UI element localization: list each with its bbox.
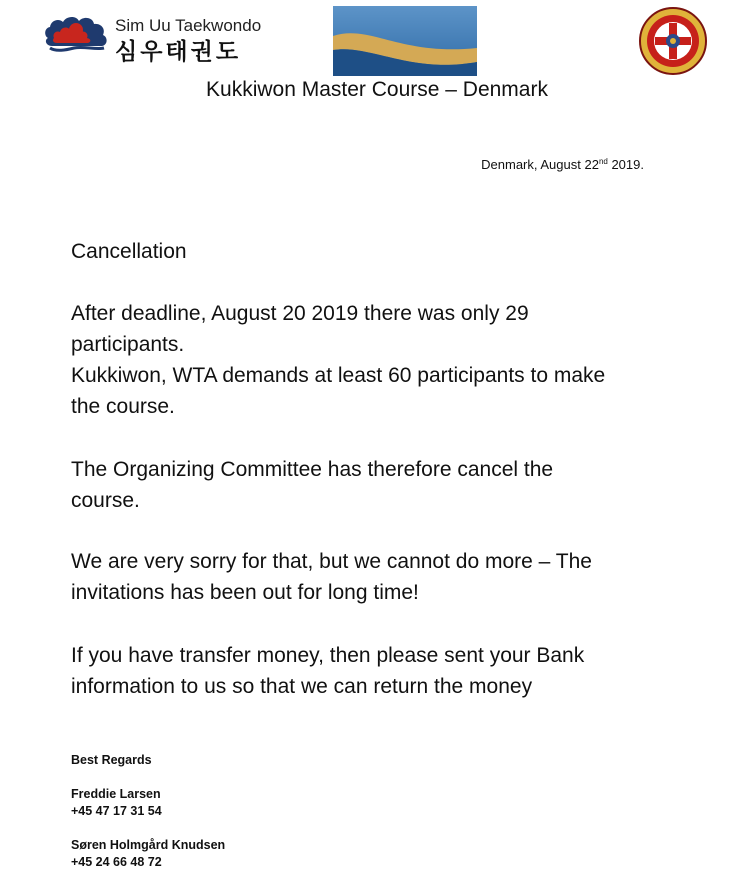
deadline-line-1: After deadline, August 20 2019 there was only 29 — [71, 302, 529, 325]
date-suffix: 2019. — [607, 157, 644, 172]
refund-line-2: information to us so that we can return the money — [71, 675, 533, 698]
cancellation-heading — [71, 236, 691, 267]
seal-icon — [638, 6, 708, 76]
signatory-1-name: Freddie Larsen — [71, 787, 161, 801]
logo-korean-text: 심우태권도 — [115, 38, 242, 64]
deadline-line-2: participants. — [71, 333, 185, 356]
date-prefix: Denmark, August 22 — [481, 157, 599, 172]
signatory-1-phone: +45 47 17 31 54 — [71, 804, 162, 818]
date-ordinal: nd — [598, 157, 608, 166]
signatory-2-phone: +45 24 66 48 72 — [71, 855, 162, 869]
signatory-1 — [71, 786, 162, 820]
wave-icon — [330, 4, 480, 78]
refund-line-1: If you have transfer money, then please sent your Bank — [71, 644, 585, 667]
deadline-paragraph — [71, 298, 691, 422]
cloud-emblem-icon — [42, 14, 112, 56]
refund-paragraph — [71, 640, 691, 702]
wave-emblem-logo — [330, 4, 480, 78]
signatory-2-name: Søren Holmgård Knudsen — [71, 838, 226, 852]
cancellation-heading-text: Cancellation — [71, 240, 187, 263]
letter-date — [481, 157, 644, 172]
apology-line-1: We are very sorry for that, but we cannot do more – The — [71, 550, 592, 573]
closing-regards: Best Regards — [71, 753, 152, 767]
signatory-2 — [71, 837, 225, 871]
committee-paragraph — [71, 454, 691, 516]
committee-line-2: course. — [71, 489, 140, 512]
apology-line-2: invitations has been out for long time! — [71, 581, 419, 604]
sim-uu-taekwondo-logo — [42, 12, 264, 64]
document-title: Kukkiwon Master Course – Denmark — [206, 78, 548, 101]
logo-english-text: Sim Uu Taekwondo — [115, 16, 262, 35]
apology-paragraph — [71, 546, 691, 608]
federation-seal-logo — [638, 6, 708, 76]
demand-line-2: the course. — [71, 395, 175, 418]
demand-line-1: Kukkiwon, WTA demands at least 60 participants to make — [71, 364, 606, 387]
committee-line-1: The Organizing Committee has therefore cancel the — [71, 458, 554, 481]
